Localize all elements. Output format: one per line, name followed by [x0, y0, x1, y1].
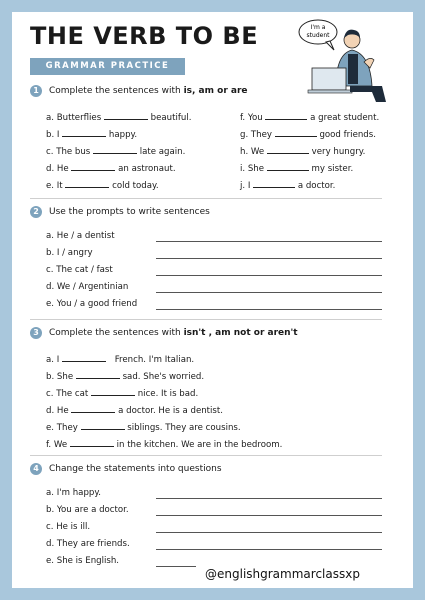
s4-statement-b: b. You are a doctor.	[46, 505, 129, 515]
s1-blank-e[interactable]	[65, 178, 109, 188]
section2-instruction: Use the prompts to write sentences	[49, 207, 210, 217]
s3-blank-e[interactable]	[81, 420, 125, 430]
s4-statement-e: e. She is English.	[46, 556, 120, 566]
s4-statement-a: a. I'm happy.	[46, 488, 101, 498]
s1-blank-j[interactable]	[253, 178, 295, 188]
s3-blank-c[interactable]	[91, 386, 135, 396]
s1-blank-d[interactable]	[71, 161, 115, 171]
s2-answer-line-d[interactable]	[156, 292, 382, 293]
s4-answer-line-b[interactable]	[156, 515, 382, 516]
section1-number-badge: 1	[30, 85, 42, 97]
s1-item-g: g. They good friends.	[240, 127, 376, 140]
s1-item-i: i. She my sister.	[240, 161, 353, 174]
section4-instruction: Change the statements into questions	[49, 464, 222, 474]
student-laptop-illustration	[290, 16, 400, 104]
s1-item-c: c. The bus late again.	[46, 144, 185, 157]
s3-blank-b[interactable]	[76, 369, 120, 379]
s3-item-a: a. I French. I'm Italian.	[46, 352, 194, 365]
s1-item-j: j. I a doctor.	[240, 178, 335, 191]
section3-number-badge: 3	[30, 327, 42, 339]
s1-blank-f[interactable]	[265, 110, 307, 120]
s3-item-f: f. We in the kitchen. We are in the bedroom.	[46, 437, 282, 450]
section1-instruction: Complete the sentences with is, am or are	[49, 86, 248, 96]
speech-bubble-line2: student	[306, 32, 330, 39]
section1-heading	[30, 85, 248, 97]
s2-answer-line-a[interactable]	[156, 241, 382, 242]
s4-statement-c: c. He is ill.	[46, 522, 91, 532]
s3-blank-a[interactable]	[62, 352, 106, 362]
s2-prompt-c: c. The cat / fast	[46, 265, 113, 275]
section4-number-badge: 4	[30, 463, 42, 475]
section4-heading	[30, 463, 222, 475]
speech-bubble-line1: I'm a	[310, 24, 326, 31]
s4-answer-line-a[interactable]	[156, 498, 382, 499]
s4-answer-line-d[interactable]	[156, 549, 382, 550]
s3-blank-f[interactable]	[70, 437, 114, 447]
s1-blank-h[interactable]	[267, 144, 309, 154]
s1-item-e: e. It cold today.	[46, 178, 159, 191]
s1-blank-b[interactable]	[62, 127, 106, 137]
s1-item-d: d. He an astronaut.	[46, 161, 176, 174]
section-divider	[30, 198, 382, 199]
s2-prompt-b: b. I / angry	[46, 248, 93, 258]
worksheet-title: THE VERB TO BE	[30, 22, 259, 50]
s2-prompt-d: d. We / Argentinian	[46, 282, 129, 292]
s3-item-e: e. They siblings. They are cousins.	[46, 420, 241, 433]
s2-prompt-a: a. He / a dentist	[46, 231, 115, 241]
s1-item-f: f. You a great student.	[240, 110, 379, 123]
s1-blank-a[interactable]	[104, 110, 148, 120]
s1-blank-i[interactable]	[267, 161, 309, 171]
section2-number-badge: 2	[30, 206, 42, 218]
s4-answer-line-c[interactable]	[156, 532, 382, 533]
s2-answer-line-e[interactable]	[156, 309, 382, 310]
section3-instruction: Complete the sentences with isn't , am not or aren't	[49, 328, 298, 338]
s1-item-h: h. We very hungry.	[240, 144, 365, 157]
s3-item-d: d. He a doctor. He is a dentist.	[46, 403, 223, 416]
s1-blank-g[interactable]	[275, 127, 317, 137]
s2-answer-line-b[interactable]	[156, 258, 382, 259]
section2-heading	[30, 206, 210, 218]
s4-statement-d: d. They are friends.	[46, 539, 130, 549]
s4-answer-line-e[interactable]	[156, 566, 196, 567]
section-divider	[30, 455, 382, 456]
author-handle: @englishgrammarclassxp	[205, 567, 360, 581]
s2-prompt-e: e. You / a good friend	[46, 299, 138, 309]
section3-heading	[30, 327, 298, 339]
s2-answer-line-c[interactable]	[156, 275, 382, 276]
section-divider	[30, 319, 382, 320]
s1-item-b: b. I happy.	[46, 127, 137, 140]
s1-item-a: a. Butterflies beautiful.	[46, 110, 191, 123]
s1-blank-c[interactable]	[93, 144, 137, 154]
s3-item-c: c. The cat nice. It is bad.	[46, 386, 198, 399]
grammar-practice-banner: GRAMMAR PRACTICE	[30, 58, 185, 75]
s3-blank-d[interactable]	[71, 403, 115, 413]
s3-item-b: b. She sad. She's worried.	[46, 369, 204, 382]
